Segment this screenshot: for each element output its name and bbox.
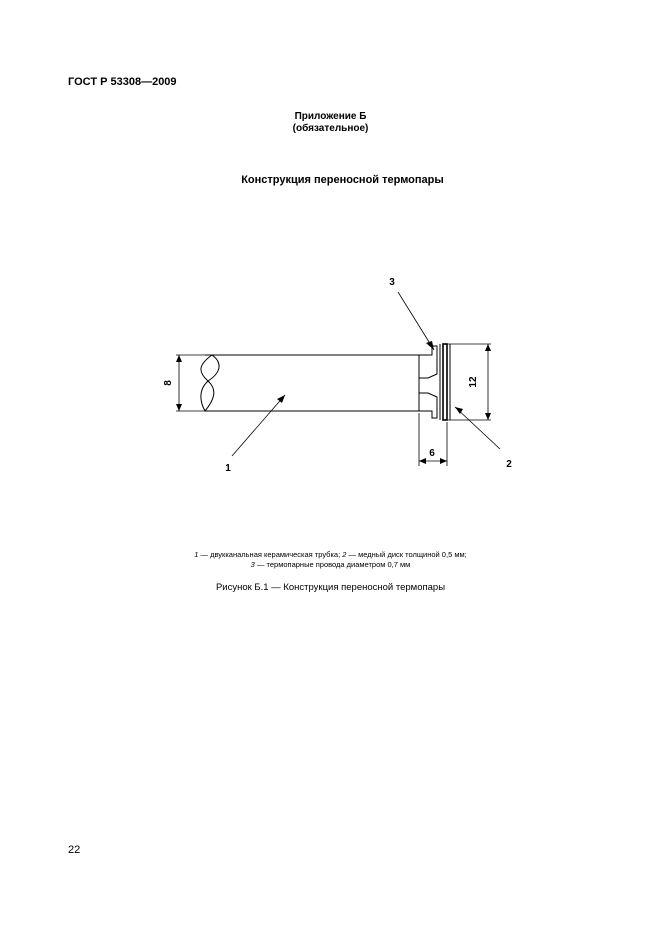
leader-3 (398, 292, 434, 350)
dimension-12: 12 (468, 376, 479, 388)
callout-3: 3 (389, 277, 395, 288)
figure-legend-line-1 (0, 550, 661, 560)
legend-item-2-number: 2 (342, 550, 347, 559)
wire-funnel (419, 346, 437, 418)
figure-caption: Рисунок Б.1 — Конструкция переносной термопары (215, 582, 446, 593)
legend-item-1-number: 1 (194, 550, 199, 559)
appendix-status: (обязательное) (292, 123, 369, 134)
leader-1 (232, 395, 285, 456)
standard-designation: ГОСТ Р 53308—2009 (68, 76, 177, 88)
break-line (201, 355, 214, 411)
legend-item-3-text: — термопарные провода диаметром 0,7 мм (254, 560, 411, 569)
leader-2 (455, 407, 500, 449)
dimension-6: 6 (429, 448, 435, 459)
section-title: Конструкция переносной термопары (241, 174, 444, 186)
legend-item-3-number: 3 (250, 560, 255, 569)
dimension-8: 8 (163, 380, 174, 386)
page-number: 22 (68, 844, 81, 856)
figure-legend-line-2 (0, 560, 661, 570)
callout-2: 2 (506, 459, 512, 470)
callout-1: 1 (225, 463, 231, 474)
ceramic-tube (205, 355, 419, 411)
appendix-name: Приложение Б (294, 111, 367, 122)
legend-item-2-text: — медный диск толщиной 0,5 мм; (346, 550, 467, 559)
legend-item-1-text: — двукканальная керамическая трубка; (198, 550, 343, 559)
copper-disc (443, 344, 447, 420)
